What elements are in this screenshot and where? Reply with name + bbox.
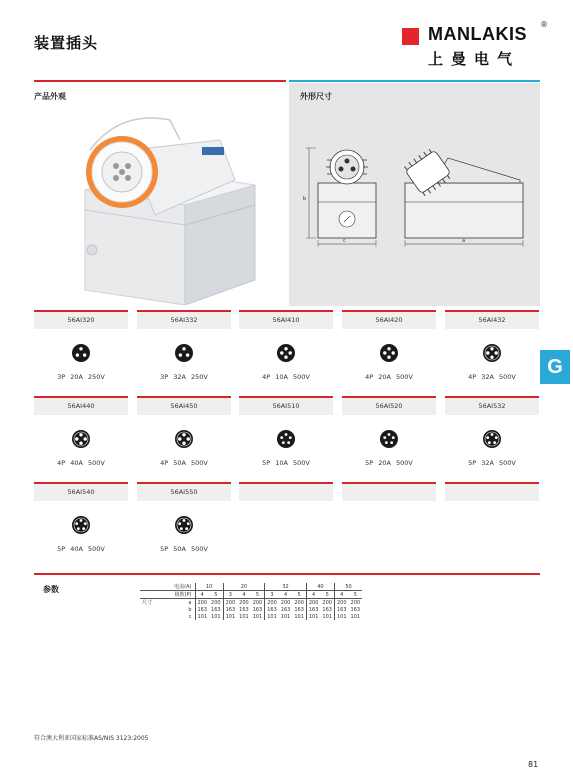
dim-label-a: a (462, 238, 466, 244)
dim-value: 163 (252, 606, 263, 613)
size-label: 尺寸 (140, 599, 178, 607)
dim-value: 163 (322, 606, 332, 613)
product-spec: 5P 32A 500V (468, 459, 516, 467)
product-model: 56AI440 (34, 396, 128, 415)
product-cell (445, 396, 539, 467)
pole-value: 5 (292, 591, 306, 599)
product-cell (137, 310, 231, 381)
dim-value: 163 (239, 606, 249, 613)
3-pin-socket-icon (174, 343, 194, 363)
product-model: 56AI410 (239, 310, 333, 329)
section-dimensions-label: 外形尺寸 (300, 92, 332, 101)
product-model: 56AI540 (34, 482, 128, 501)
dim-value: 163 (350, 606, 361, 613)
4-pin-socket-icon (71, 429, 91, 449)
current-row (140, 583, 362, 591)
dim-value: 163 (280, 606, 291, 613)
dim-value: 200 (223, 599, 237, 607)
divider-params (34, 573, 540, 575)
dim-label-c: c (343, 238, 346, 244)
pole-value: 5 (209, 591, 223, 599)
product-cell (34, 310, 128, 381)
section-appearance-label: 产品外观 (34, 92, 66, 101)
dim-value: 163 (334, 606, 348, 613)
product-cell (239, 396, 333, 467)
dim-value: 101 (334, 613, 348, 620)
brand-name: MANLAKIS (428, 24, 527, 44)
current-label: 电流(A) (174, 584, 192, 590)
page-title: 装置插头 (34, 34, 99, 52)
product-model: 56AI510 (239, 396, 333, 415)
registered-mark: ® (540, 20, 548, 29)
brand-logo (402, 20, 552, 72)
poles-label: 极数(P) (140, 591, 195, 599)
dim-value: 200 (239, 599, 249, 606)
current-value: 20 (223, 583, 265, 591)
poles-row (140, 591, 362, 599)
section-tab-g[interactable]: G (540, 350, 570, 384)
dim-value: 200 (350, 599, 361, 606)
product-spec: 3P 32A 250V (160, 373, 208, 381)
pole-value: 4 (195, 591, 209, 599)
dim-value: 101 (195, 613, 209, 620)
product-spec: 4P 50A 500V (160, 459, 208, 467)
current-value: 50 (334, 583, 362, 591)
dim-value: 200 (306, 599, 320, 607)
5-pin-socket-icon (482, 429, 502, 449)
4-pin-socket-icon (174, 429, 194, 449)
product-spec: 4P 32A 500V (468, 373, 516, 381)
dim-row-b (140, 606, 362, 613)
product-spec: 4P 10A 500V (262, 373, 310, 381)
dim-value: 163 (306, 606, 320, 613)
dim-label-b: b (303, 196, 307, 202)
dim-value: 101 (252, 613, 263, 620)
product-spec: 5P 10A 500V (262, 459, 310, 467)
page-number: 81 (528, 760, 539, 769)
dim-value: 200 (320, 599, 334, 607)
product-spec: 5P 40A 500V (57, 545, 105, 553)
dim-value: 200 (251, 599, 265, 607)
dim-key: c (188, 613, 192, 620)
product-cell (137, 396, 231, 467)
dim-value: 163 (211, 606, 221, 613)
product-cell (34, 482, 128, 553)
product-model: 56AI332 (137, 310, 231, 329)
dim-value: 101 (223, 613, 237, 620)
product-model: 56AI450 (137, 396, 231, 415)
divider-red (34, 80, 286, 82)
dim-value: 101 (211, 613, 221, 620)
pole-value: 5 (320, 591, 334, 599)
brand-name-cn: 上曼电气 (428, 50, 521, 68)
dim-value: 200 (280, 599, 291, 606)
dim-value: 163 (265, 606, 279, 613)
dim-value: 101 (306, 613, 320, 620)
product-spec: 4P 40A 500V (57, 459, 105, 467)
section-params-label: 参数 (43, 585, 59, 594)
product-cell (239, 310, 333, 381)
empty-cell (342, 482, 436, 501)
dim-value: 101 (350, 613, 361, 620)
pole-value: 3 (265, 591, 279, 599)
dim-value: 101 (294, 613, 304, 620)
dim-value: 200 (209, 599, 223, 607)
pole-value: 4 (334, 591, 348, 599)
product-model: 56AI320 (34, 310, 128, 329)
5-pin-socket-icon (174, 515, 194, 535)
product-model: 56AI432 (445, 310, 539, 329)
dim-row-c (140, 613, 362, 620)
pole-value: 3 (223, 591, 237, 599)
dim-value: 163 (223, 606, 237, 613)
dim-value: 101 (280, 613, 291, 620)
product-model: 56AI532 (445, 396, 539, 415)
dim-value: 200 (195, 599, 209, 607)
product-cell (342, 396, 436, 467)
pole-value: 4 (306, 591, 320, 599)
5-pin-socket-icon (71, 515, 91, 535)
product-spec: 4P 20A 500V (365, 373, 413, 381)
dim-value: 101 (265, 613, 279, 620)
standard-footnote: 符合澳大利亚国家标准AS/NIS 3123:2005 (34, 735, 149, 742)
current-value: 40 (306, 583, 334, 591)
dim-value: 163 (294, 606, 304, 613)
product-photo (60, 110, 260, 305)
pole-value: 4 (279, 591, 293, 599)
empty-cell (445, 482, 539, 501)
dim-value: 101 (322, 613, 332, 620)
product-cell (342, 310, 436, 381)
4-pin-socket-icon (482, 343, 502, 363)
product-spec: 5P 50A 500V (160, 545, 208, 553)
dim-value: 163 (195, 606, 209, 613)
dimension-drawing (298, 140, 538, 250)
3-pin-socket-icon (71, 343, 91, 363)
logo-square-icon (402, 28, 419, 45)
params-table (140, 583, 362, 620)
dim-key: a (178, 599, 195, 607)
current-value: 10 (195, 583, 223, 591)
current-value: 32 (265, 583, 307, 591)
product-spec: 3P 20A 250V (57, 373, 105, 381)
empty-cell (239, 482, 333, 501)
dim-key: b (188, 606, 192, 613)
dim-value: 200 (292, 599, 306, 607)
product-cell (137, 482, 231, 553)
4-pin-socket-icon (276, 343, 296, 363)
dim-row-a (140, 599, 362, 607)
5-pin-socket-icon (276, 429, 296, 449)
pole-value: 5 (251, 591, 265, 599)
product-model: 56AI550 (137, 482, 231, 501)
dim-value: 200 (265, 599, 279, 607)
product-cell (445, 310, 539, 381)
dim-value: 101 (239, 613, 249, 620)
4-pin-socket-icon (379, 343, 399, 363)
product-spec: 5P 20A 500V (365, 459, 413, 467)
5-pin-socket-icon (379, 429, 399, 449)
divider-blue (289, 80, 540, 82)
pole-value: 5 (349, 591, 363, 599)
product-cell (34, 396, 128, 467)
product-model: 56AI520 (342, 396, 436, 415)
product-model: 56AI420 (342, 310, 436, 329)
pole-value: 4 (237, 591, 251, 599)
dim-value: 200 (334, 599, 348, 607)
